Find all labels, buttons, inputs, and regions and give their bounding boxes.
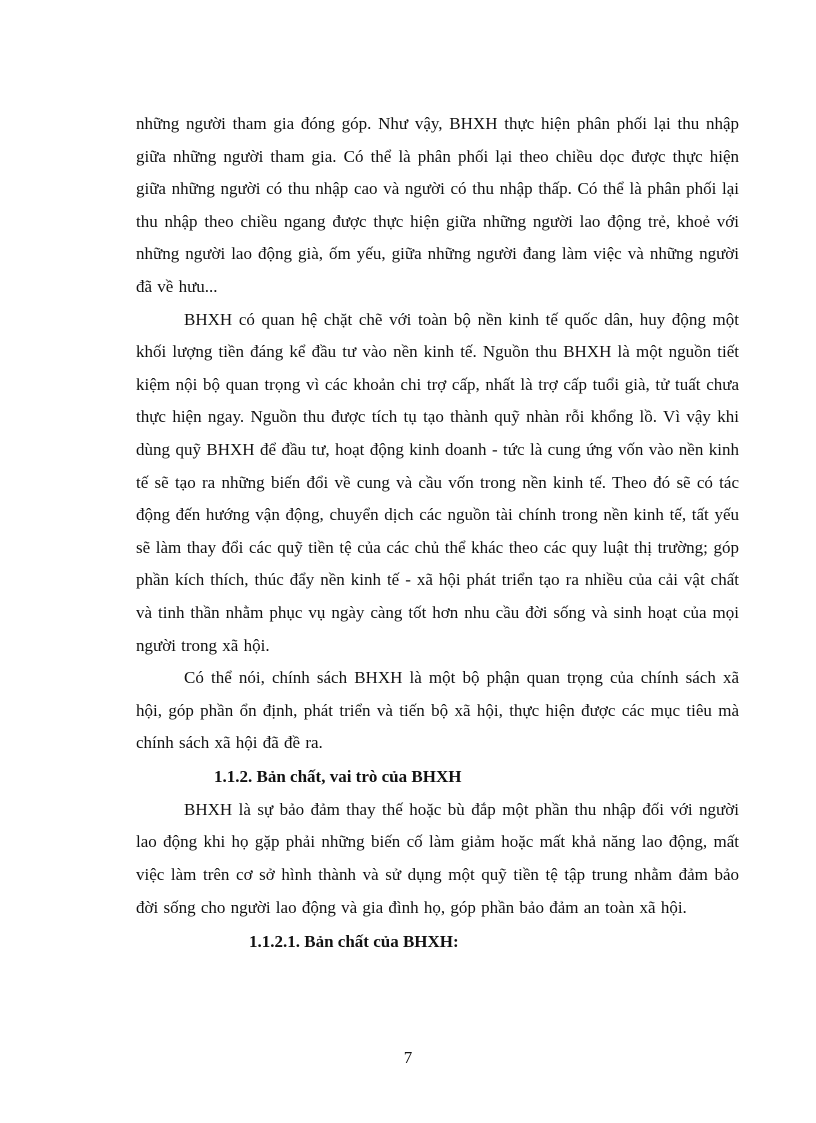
section-heading: 1.1.2. Bản chất, vai trò của BHXH — [214, 766, 462, 786]
document-body — [136, 108, 739, 960]
section-paragraph: BHXH là sự bảo đảm thay thế hoặc bù đắp một phần thu nhập đối với người lao động khi họ gặp phải những biến cố làm giảm hoặc mất khả năng lao động, mất việc làm trên cơ sở hình thành và sử dụng một quỹ tiền tệ tập trung nhằm đảm bảo đời sống cho người lao động và gia đình họ, góp phần bảo đảm an toàn xã hội. — [136, 799, 739, 917]
page-number: 7 — [403, 1048, 413, 1067]
paragraph-economy-relation: BHXH có quan hệ chặt chẽ với toàn bộ nền kinh tế quốc dân, huy động một khối lượng tiền đáng kể đầu tư vào nền kinh tế. Nguồn thu BHXH là một nguồn tiết kiệm nội bộ quan trọng vì các khoản chi trợ cấp, nhất là trợ cấp tuổi già, tử tuất chưa thực hiện ngay. Nguồn thu được tích tụ tạo thành quỹ nhàn rỗi khổng lồ. Vì vậy khi dùng quỹ BHXH để đầu tư, hoạt động kinh doanh - tức là cung ứng vốn vào nền kinh tế sẽ tạo ra những biến đổi về cung và cầu vốn trong nền kinh tế. Theo đó sẽ có tác động đến hướng vận động, chuyển dịch các nguồn tài chính trong nền kinh tế, tất yếu sẽ làm thay đổi các quỹ tiền tệ của các chủ thể khác theo các quy luật thị trường; góp phần kích thích, thúc đẩy nền kinh tế - xã hội phát triển tạo ra nhiều của cải vật chất và tinh thần nhằm phục vụ ngày càng tốt hơn nhu cầu đời sống và sinh hoạt của mọi người trong xã hội. — [136, 309, 739, 655]
paragraph-social-policy: Có thể nói, chính sách BHXH là một bộ phận quan trọng của chính sách xã hội, góp phần ổn định, phát triển và tiến bộ xã hội, thực hiện được các mục tiêu mà chính sách xã hội đã đề ra. — [136, 668, 739, 753]
paragraph-redistribution: những người tham gia đóng góp. Như vậy, BHXH thực hiện phân phối lại thu nhập giữa những người tham gia. Có thể là phân phối lại theo chiều dọc được thực hiện giữa những người có thu nhập cao và người có thu nhập thấp. Có thể là phân phối lại thu nhập theo chiều ngang được thực hiện giữa những người lao động trẻ, khoẻ với những người lao động già, ốm yếu, giữa những người đang làm việc và những người đã về hưu... — [136, 114, 739, 296]
subsection-heading: 1.1.2.1. Bản chất của BHXH: — [249, 932, 459, 952]
